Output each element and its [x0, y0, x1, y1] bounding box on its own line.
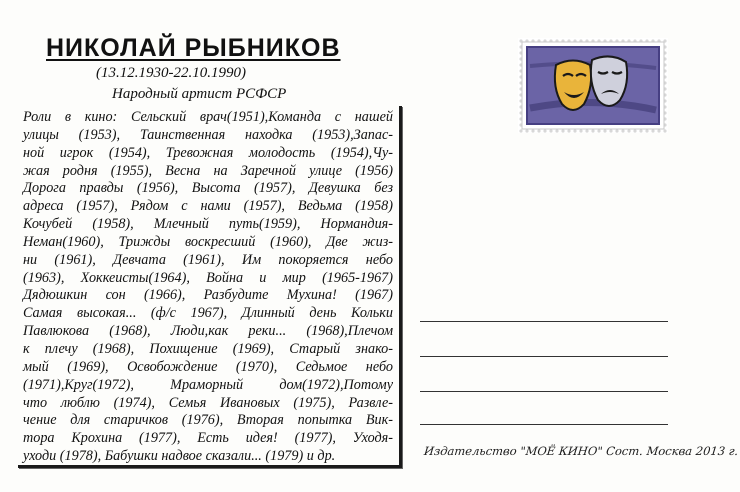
- filmography-line: адреса (1957), Рядом с нами (1957), Ведьма (1958): [23, 198, 393, 215]
- filmography-line: Павлюкова (1968), Люди,как реки... (1968),Плечом: [23, 323, 393, 340]
- filmography-line: чение для старичков (1976), Вторая попытка Вик-: [23, 412, 393, 429]
- honorary-title: Народный артист РСФСР: [112, 86, 287, 102]
- filmography-line: тора Крохина (1977), Есть идея! (1977), Уходя-: [23, 430, 393, 447]
- filmography-line: Роли в кино: Сельский врач(1951),Команда с нашей: [23, 109, 393, 125]
- address-line-4[interactable]: [420, 424, 668, 425]
- filmography-line: жая родня (1955), Весна на Заречной улице (1956): [23, 162, 393, 179]
- filmography-line: уходи (1978), Бабушки надвое сказали... (1979) и др.: [23, 448, 336, 465]
- filmography-line: Кочубей (1958), Млечный путь(1959), Нормандия-: [23, 216, 393, 233]
- filmography-line: (1971),Круг(1972), Мраморный дом(1972),Потому: [23, 376, 393, 393]
- postage-stamp: [518, 38, 668, 133]
- filmography-line: ни (1961), Девчата (1961), Им покоряется небо: [23, 251, 393, 268]
- filmography-line: Дядюшкин сон (1966), Разбудите Мухина! (1967): [23, 287, 393, 304]
- address-line-1[interactable]: [420, 321, 668, 322]
- life-dates: (13.12.1930-22.10.1990): [96, 65, 246, 81]
- address-line-2[interactable]: [420, 356, 668, 357]
- publisher-imprint: Издательство "МОЁ КИНО" Сост. Москва 2013 г.: [423, 444, 739, 458]
- filmography-line: Дорога правды (1956), Высота (1957), Девушка без: [23, 180, 393, 197]
- filmography-line: ной игрок (1954), Тревожная молодость (1954),Чу-: [23, 144, 393, 161]
- address-line-3[interactable]: [420, 391, 668, 392]
- filmography-line: Неман(1960), Трижды воскресший (1960), Две жиз-: [23, 233, 393, 250]
- filmography-box: [18, 106, 402, 468]
- filmography-line: Самая высокая... (ф/с 1967), Длинный день Кольки: [23, 305, 393, 322]
- filmography-line: к плечу (1968), Похищение (1969), Старый знако-: [23, 340, 393, 357]
- filmography-line: (1963), Хоккеисты(1964), Война и мир (1965-1967): [23, 269, 393, 286]
- filmography-line: улицы (1953), Таинственная находка (1953),Запас-: [23, 126, 393, 143]
- filmography-line: что люблю (1974), Семья Ивановых (1975), Развле-: [23, 394, 393, 411]
- actor-name: НИКОЛАЙ РЫБНИКОВ: [46, 34, 341, 62]
- filmography-line: мый (1969), Освобождение (1970), Седьмое небо: [23, 358, 393, 375]
